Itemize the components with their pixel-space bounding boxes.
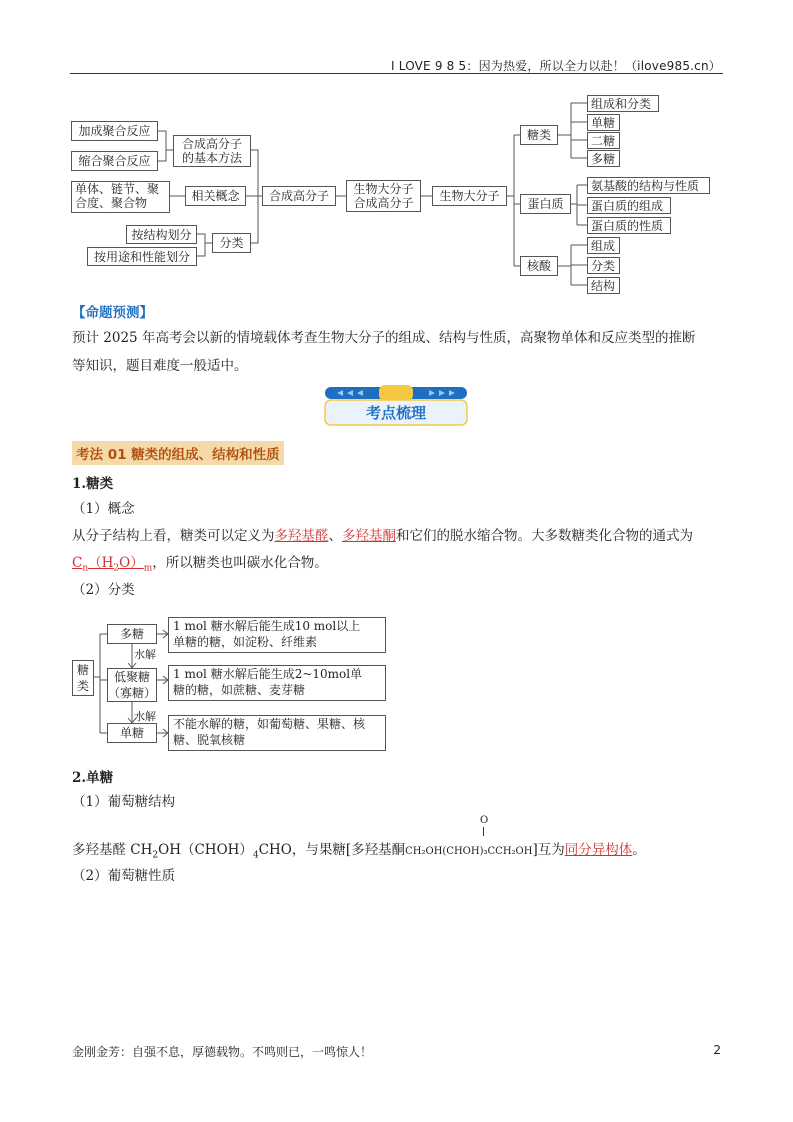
glucose-text-b: OH（CHOH） bbox=[158, 842, 253, 858]
hydrolysis-label-1: 水解 bbox=[134, 648, 156, 661]
formula-2: 2 bbox=[113, 563, 120, 574]
protein-item: 氨基酸的结构与性质 bbox=[587, 177, 710, 194]
section2-glucose-property-label: （2）葡萄糖性质 bbox=[72, 868, 176, 884]
protein-item: 蛋白质的性质 bbox=[587, 217, 671, 234]
glucose-text-a: 多羟基醛 CH bbox=[72, 842, 153, 858]
synth-method-line1: 合成高分子 bbox=[181, 137, 242, 151]
protein-item: 蛋白质的组成 bbox=[587, 197, 671, 214]
forecast-title: 【命题预测】 bbox=[72, 305, 153, 321]
nucleic-box: 核酸 bbox=[520, 256, 558, 276]
page-footer-motto: 金刚金芳：自强不息，厚德载物。不鸣则已，一鸣惊人！ bbox=[72, 1045, 373, 1059]
definition-text2: 和它们的脱水缩合物。大多数糖类化合物的通式为 bbox=[396, 528, 693, 544]
nucleic-item: 分类 bbox=[587, 257, 620, 274]
formula-n: n bbox=[82, 563, 89, 574]
nucleic-item: 组成 bbox=[587, 237, 620, 254]
oligo-desc-line2: 糖的糖，如蔗糖、麦芽糖 bbox=[173, 683, 306, 697]
page-header: I LOVE 9 8 5：因为热爱，所以全力以赴！（ilove985.cn） bbox=[390, 59, 721, 73]
sugar-item: 多糖 bbox=[587, 150, 620, 167]
fructose-formula: CH₂OH(CHOH)₃CCH₂OH bbox=[405, 846, 533, 857]
glucose-sub-2: 2 bbox=[152, 850, 159, 861]
section1-title: 1.糖类 bbox=[72, 476, 114, 492]
concept-items-line1: 单体、链节、聚 bbox=[75, 182, 160, 196]
concept-items-line2: 合度、聚合物 bbox=[75, 196, 148, 210]
section2-title: 2.单糖 bbox=[72, 770, 114, 786]
mono-desc-line2: 糖、脱氧核糖 bbox=[173, 733, 246, 747]
fructose-carbonyl-bond bbox=[483, 827, 484, 836]
mono-desc-box bbox=[168, 715, 386, 751]
section1-classify-label: （2）分类 bbox=[72, 582, 135, 598]
formula-tail: ，所以糖类也叫碳水化合物。 bbox=[152, 555, 328, 571]
synth-method-line2: 的基本方法 bbox=[181, 151, 242, 165]
glucose-text-d: ]互为 bbox=[532, 842, 565, 858]
by-structure-box: 按结构划分 bbox=[126, 225, 197, 244]
answer-aldehyde: 多羟基醛 bbox=[274, 528, 329, 544]
formula-h: （H bbox=[88, 555, 114, 571]
formula-o: O） bbox=[119, 555, 144, 571]
monosaccharide-box: 单糖 bbox=[107, 723, 157, 743]
forecast-line1: 预计 2025 年高考会以新的情境载体考查生物大分子的组成、结构与性质，高聚物单体和反应类型的推断 bbox=[72, 330, 696, 346]
by-use-box: 按用途和性能划分 bbox=[87, 247, 197, 266]
fructose-carbonyl-o: O bbox=[480, 815, 489, 826]
kaofa-heading: 考法 01 糖类的组成、结构和性质 bbox=[72, 441, 284, 465]
definition-text: 从分子结构上看，糖类可以定义为 bbox=[72, 528, 275, 544]
section2-glucose-structure-label: （1）葡萄糖结构 bbox=[72, 794, 176, 810]
root-char1: 糖 bbox=[76, 663, 89, 677]
oligo-desc-box bbox=[168, 665, 386, 701]
oligo-desc-line1: 1 mol 糖水解后能生成2~10mol单 bbox=[173, 667, 363, 681]
protein-box: 蛋白质 bbox=[520, 194, 571, 214]
formula-c: C bbox=[72, 555, 83, 571]
definition-sep: 、 bbox=[328, 528, 342, 544]
page-number: 2 bbox=[713, 1043, 721, 1057]
oligo-line2: （寡糖） bbox=[108, 686, 157, 700]
hydrolysis-label-2: 水解 bbox=[134, 710, 156, 723]
condensation-polymerization-box: 缩合聚合反应 bbox=[71, 151, 158, 171]
poly-desc-box bbox=[168, 617, 386, 653]
synth-polymer-box: 合成高分子 bbox=[262, 186, 336, 206]
add-polymerization-box: 加成聚合反应 bbox=[71, 121, 158, 141]
mono-desc-line1: 不能水解的糖，如葡萄糖、果糖、核 bbox=[173, 717, 366, 731]
answer-isomer: 同分异构体 bbox=[564, 842, 633, 858]
oligosaccharide-box bbox=[107, 668, 157, 702]
forecast-line2: 等知识，题目难度一般适中。 bbox=[72, 358, 248, 374]
sugar-root-box bbox=[72, 660, 94, 696]
nucleic-item: 结构 bbox=[587, 277, 620, 294]
glucose-sub-4: 4 bbox=[252, 850, 259, 861]
bio-synth-line1: 生物大分子 bbox=[353, 182, 414, 196]
bio-synth-line2: 合成高分子 bbox=[353, 196, 414, 210]
poly-desc-line2: 单糖的糖，如淀粉、纤维素 bbox=[173, 635, 318, 649]
answer-ketone: 多羟基酮 bbox=[342, 528, 396, 544]
sugar-item: 单糖 bbox=[587, 114, 620, 131]
polysaccharide-box: 多糖 bbox=[107, 624, 157, 644]
section1-concept-label: （1）概念 bbox=[72, 501, 135, 517]
glucose-text-e: 。 bbox=[632, 842, 646, 858]
banner-text: 考点梳理 bbox=[365, 404, 426, 422]
glucose-text-c: CHO，与果糖[多羟基酮 bbox=[258, 842, 406, 858]
classify-box: 分类 bbox=[212, 233, 251, 253]
sugar-item: 二糖 bbox=[587, 132, 620, 149]
sugar-item: 组成和分类 bbox=[587, 95, 659, 112]
root-char2: 类 bbox=[76, 679, 89, 693]
poly-desc-line1: 1 mol 糖水解后能生成10 mol以上 bbox=[173, 619, 361, 633]
related-concept-box: 相关概念 bbox=[185, 186, 246, 206]
oligo-line1: 低聚糖 bbox=[113, 670, 150, 684]
formula-m: m bbox=[143, 563, 153, 574]
sugar-box: 糖类 bbox=[520, 125, 558, 145]
biomacro-box: 生物大分子 bbox=[432, 186, 507, 206]
